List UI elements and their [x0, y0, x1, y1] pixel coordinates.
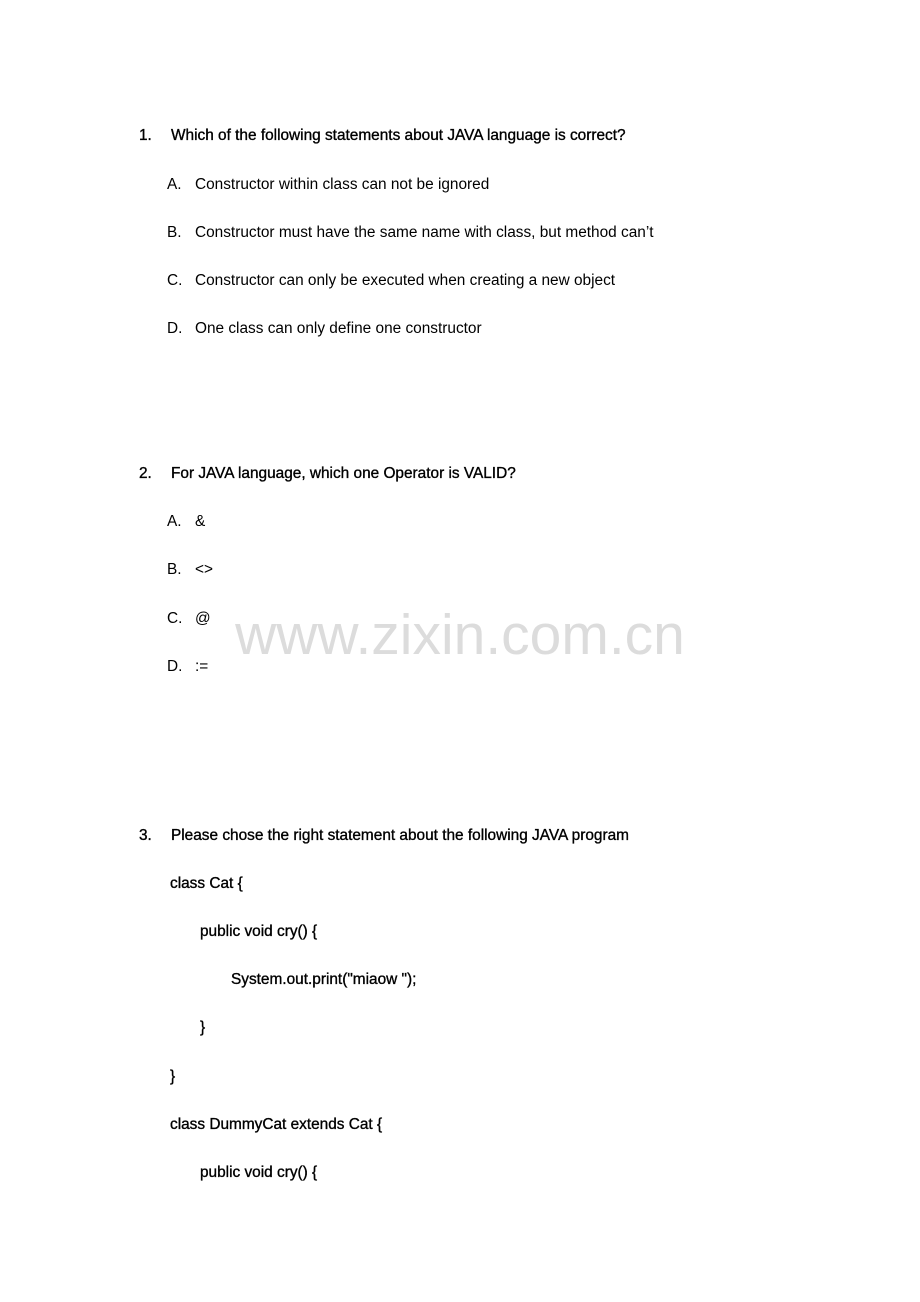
- code-line: class Cat {: [170, 875, 243, 892]
- option-letter: C.: [167, 272, 183, 289]
- option-letter: B.: [167, 561, 182, 578]
- option-text: <>: [195, 561, 213, 578]
- code-line: }: [200, 1019, 206, 1036]
- question-text: Please chose the right statement about the following JAVA program: [171, 827, 629, 844]
- option-letter: A.: [167, 513, 182, 530]
- code-line: class DummyCat extends Cat {: [170, 1116, 383, 1133]
- option-text: Constructor within class can not be ignored: [195, 176, 490, 193]
- code-line: public void cry() {: [200, 923, 318, 940]
- question-text: Which of the following statements about JAVA language is correct?: [171, 127, 626, 144]
- watermark: www.zixin.com.cn: [235, 603, 685, 667]
- question-number: 2.: [139, 465, 152, 482]
- option-letter: B.: [167, 224, 182, 241]
- option-letter: A.: [167, 176, 182, 193]
- option-text: @: [195, 610, 211, 627]
- option-letter: D.: [167, 320, 183, 337]
- option-letter: C.: [167, 610, 183, 627]
- code-line: System.out.print("miaow ");: [231, 971, 417, 988]
- question-number: 1.: [139, 127, 152, 144]
- option-text: Constructor must have the same name with class, but method can’t: [195, 224, 654, 241]
- question-number: 3.: [139, 827, 152, 844]
- code-line: }: [170, 1068, 176, 1085]
- option-text: :=: [195, 658, 209, 675]
- option-letter: D.: [167, 658, 183, 675]
- question-text: For JAVA language, which one Operator is VALID?: [171, 465, 516, 482]
- option-text: One class can only define one constructor: [195, 320, 482, 337]
- option-text: Constructor can only be executed when creating a new object: [195, 272, 616, 289]
- option-text: &: [195, 513, 206, 530]
- code-line: public void cry() {: [200, 1164, 318, 1181]
